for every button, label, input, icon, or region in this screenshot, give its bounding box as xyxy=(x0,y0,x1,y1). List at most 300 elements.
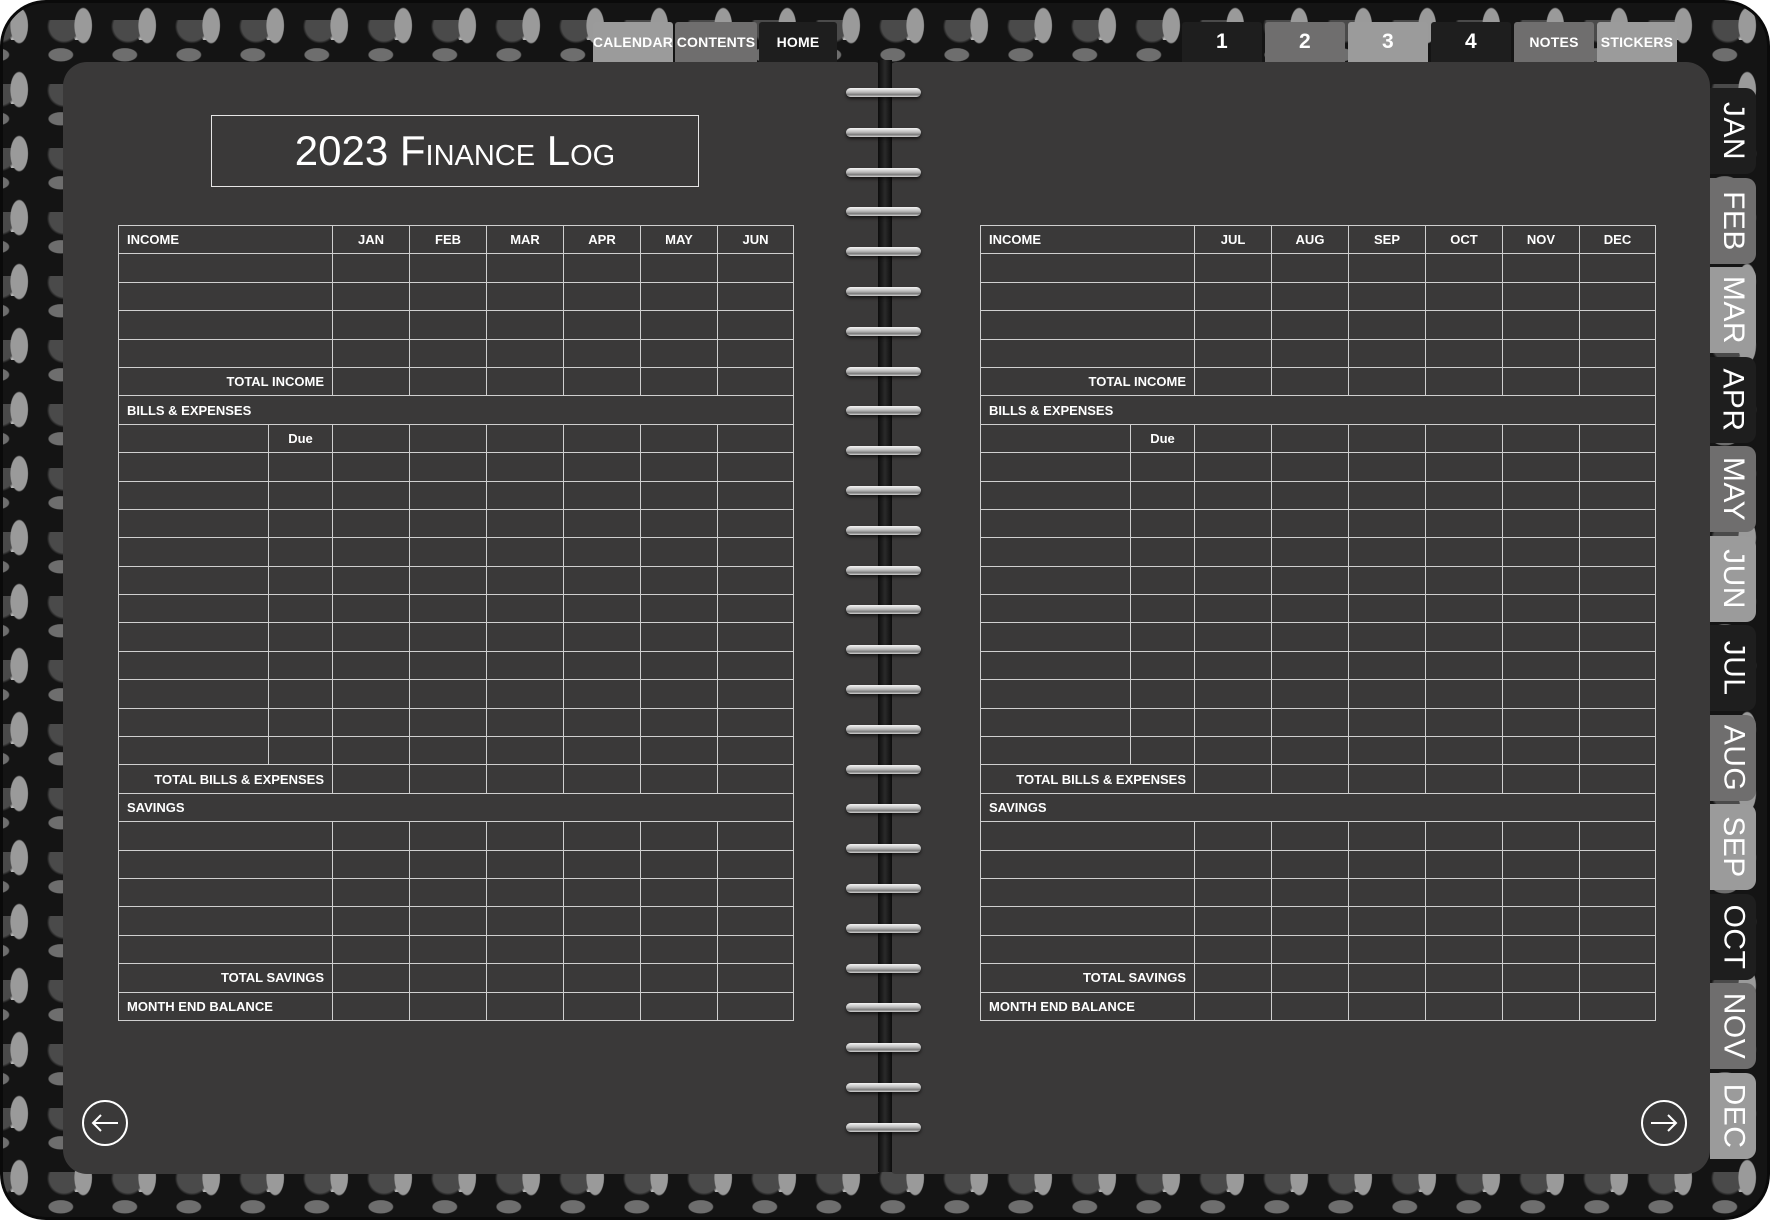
bill-name-cell[interactable] xyxy=(119,566,269,594)
entry-cell[interactable] xyxy=(1503,964,1580,992)
bill-name-cell[interactable] xyxy=(119,737,269,765)
entry-cell[interactable] xyxy=(1580,367,1656,395)
entry-cell[interactable] xyxy=(1195,850,1272,878)
entry-cell[interactable] xyxy=(718,595,794,623)
entry-cell[interactable] xyxy=(718,765,794,793)
entry-cell[interactable] xyxy=(1426,623,1503,651)
tab-notes[interactable]: NOTES xyxy=(1514,22,1594,62)
entry-cell[interactable] xyxy=(641,481,718,509)
bill-due-cell[interactable] xyxy=(1131,708,1195,736)
entry-cell[interactable] xyxy=(718,566,794,594)
entry-cell[interactable] xyxy=(1195,566,1272,594)
entry-cell[interactable] xyxy=(1580,538,1656,566)
savings-name-cell[interactable] xyxy=(119,822,333,850)
entry-cell[interactable] xyxy=(564,680,641,708)
entry-cell[interactable] xyxy=(564,367,641,395)
entry-cell[interactable] xyxy=(1503,992,1580,1020)
bill-name-cell[interactable] xyxy=(981,424,1131,452)
entry-cell[interactable] xyxy=(1426,367,1503,395)
entry-cell[interactable] xyxy=(1349,964,1426,992)
entry-cell[interactable] xyxy=(718,935,794,963)
entry-cell[interactable] xyxy=(333,935,410,963)
entry-cell[interactable] xyxy=(564,509,641,537)
entry-cell[interactable] xyxy=(333,453,410,481)
entry-cell[interactable] xyxy=(1580,453,1656,481)
bill-name-cell[interactable] xyxy=(119,651,269,679)
entry-cell[interactable] xyxy=(1272,538,1349,566)
bill-name-cell[interactable] xyxy=(119,538,269,566)
entry-cell[interactable] xyxy=(333,680,410,708)
entry-cell[interactable] xyxy=(1195,282,1272,310)
entry-cell[interactable] xyxy=(1195,339,1272,367)
entry-cell[interactable] xyxy=(333,651,410,679)
entry-cell[interactable] xyxy=(1195,907,1272,935)
entry-cell[interactable] xyxy=(333,595,410,623)
entry-cell[interactable] xyxy=(1272,907,1349,935)
entry-cell[interactable] xyxy=(718,311,794,339)
entry-cell[interactable] xyxy=(333,367,410,395)
entry-cell[interactable] xyxy=(410,367,487,395)
entry-cell[interactable] xyxy=(1349,992,1426,1020)
entry-cell[interactable] xyxy=(410,822,487,850)
tab-home[interactable]: HOME xyxy=(759,22,837,62)
savings-name-cell[interactable] xyxy=(119,850,333,878)
entry-cell[interactable] xyxy=(410,765,487,793)
entry-cell[interactable] xyxy=(333,822,410,850)
entry-cell[interactable] xyxy=(487,708,564,736)
entry-cell[interactable] xyxy=(641,822,718,850)
entry-cell[interactable] xyxy=(1272,878,1349,906)
bill-name-cell[interactable] xyxy=(981,708,1131,736)
entry-cell[interactable] xyxy=(1503,651,1580,679)
entry-cell[interactable] xyxy=(1580,935,1656,963)
entry-cell[interactable] xyxy=(487,311,564,339)
month-tab-mar[interactable] xyxy=(1710,267,1756,353)
bill-due-cell[interactable] xyxy=(1131,538,1195,566)
tab-section-3[interactable]: 3 xyxy=(1348,22,1428,62)
entry-cell[interactable] xyxy=(487,509,564,537)
bill-due-cell[interactable] xyxy=(269,538,333,566)
bill-name-cell[interactable] xyxy=(981,509,1131,537)
entry-cell[interactable] xyxy=(487,737,564,765)
entry-cell[interactable] xyxy=(641,254,718,282)
entry-cell[interactable] xyxy=(564,765,641,793)
income-source-cell[interactable] xyxy=(119,339,333,367)
entry-cell[interactable] xyxy=(641,765,718,793)
entry-cell[interactable] xyxy=(564,623,641,651)
entry-cell[interactable] xyxy=(487,453,564,481)
entry-cell[interactable] xyxy=(1349,481,1426,509)
entry-cell[interactable] xyxy=(333,282,410,310)
entry-cell[interactable] xyxy=(564,339,641,367)
entry-cell[interactable] xyxy=(333,737,410,765)
entry-cell[interactable] xyxy=(1503,822,1580,850)
entry-cell[interactable] xyxy=(1503,737,1580,765)
entry-cell[interactable] xyxy=(333,964,410,992)
entry-cell[interactable] xyxy=(1580,680,1656,708)
entry-cell[interactable] xyxy=(1426,878,1503,906)
entry-cell[interactable] xyxy=(1195,708,1272,736)
entry-cell[interactable] xyxy=(333,992,410,1020)
entry-cell[interactable] xyxy=(641,935,718,963)
entry-cell[interactable] xyxy=(641,367,718,395)
entry-cell[interactable] xyxy=(1426,964,1503,992)
entry-cell[interactable] xyxy=(641,566,718,594)
entry-cell[interactable] xyxy=(564,822,641,850)
entry-cell[interactable] xyxy=(333,623,410,651)
entry-cell[interactable] xyxy=(1580,481,1656,509)
bill-due-cell[interactable] xyxy=(1131,680,1195,708)
entry-cell[interactable] xyxy=(564,935,641,963)
month-tab-sep[interactable] xyxy=(1710,804,1756,890)
entry-cell[interactable] xyxy=(333,311,410,339)
entry-cell[interactable] xyxy=(1349,509,1426,537)
savings-name-cell[interactable] xyxy=(981,878,1195,906)
entry-cell[interactable] xyxy=(641,680,718,708)
entry-cell[interactable] xyxy=(333,339,410,367)
month-tab-jun[interactable] xyxy=(1710,536,1756,622)
entry-cell[interactable] xyxy=(1272,708,1349,736)
entry-cell[interactable] xyxy=(1349,424,1426,452)
bill-name-cell[interactable] xyxy=(119,481,269,509)
previous-page-button[interactable] xyxy=(82,1100,128,1146)
bill-name-cell[interactable] xyxy=(119,453,269,481)
entry-cell[interactable] xyxy=(1195,424,1272,452)
entry-cell[interactable] xyxy=(641,339,718,367)
entry-cell[interactable] xyxy=(641,538,718,566)
savings-name-cell[interactable] xyxy=(119,935,333,963)
entry-cell[interactable] xyxy=(1426,453,1503,481)
entry-cell[interactable] xyxy=(641,878,718,906)
income-source-cell[interactable] xyxy=(981,282,1195,310)
entry-cell[interactable] xyxy=(333,424,410,452)
entry-cell[interactable] xyxy=(1503,595,1580,623)
entry-cell[interactable] xyxy=(641,992,718,1020)
entry-cell[interactable] xyxy=(718,907,794,935)
entry-cell[interactable] xyxy=(410,538,487,566)
entry-cell[interactable] xyxy=(333,509,410,537)
entry-cell[interactable] xyxy=(1349,935,1426,963)
entry-cell[interactable] xyxy=(1503,282,1580,310)
savings-name-cell[interactable] xyxy=(981,822,1195,850)
entry-cell[interactable] xyxy=(487,907,564,935)
entry-cell[interactable] xyxy=(487,935,564,963)
entry-cell[interactable] xyxy=(1580,311,1656,339)
tab-contents[interactable]: CONTENTS xyxy=(675,22,757,62)
entry-cell[interactable] xyxy=(487,481,564,509)
entry-cell[interactable] xyxy=(1349,595,1426,623)
month-tab-aug[interactable] xyxy=(1710,715,1756,801)
entry-cell[interactable] xyxy=(487,282,564,310)
bill-due-cell[interactable] xyxy=(1131,623,1195,651)
income-source-cell[interactable] xyxy=(119,311,333,339)
entry-cell[interactable] xyxy=(487,964,564,992)
entry-cell[interactable] xyxy=(410,453,487,481)
entry-cell[interactable] xyxy=(1195,822,1272,850)
entry-cell[interactable] xyxy=(487,765,564,793)
entry-cell[interactable] xyxy=(718,822,794,850)
entry-cell[interactable] xyxy=(1195,453,1272,481)
bill-name-cell[interactable] xyxy=(981,595,1131,623)
entry-cell[interactable] xyxy=(1272,964,1349,992)
entry-cell[interactable] xyxy=(1195,878,1272,906)
income-source-cell[interactable] xyxy=(981,339,1195,367)
entry-cell[interactable] xyxy=(1503,538,1580,566)
bill-due-cell[interactable] xyxy=(269,509,333,537)
bill-due-cell[interactable] xyxy=(1131,595,1195,623)
entry-cell[interactable] xyxy=(1272,254,1349,282)
next-page-button[interactable] xyxy=(1641,1100,1687,1146)
entry-cell[interactable] xyxy=(1503,254,1580,282)
entry-cell[interactable] xyxy=(564,907,641,935)
entry-cell[interactable] xyxy=(1503,367,1580,395)
entry-cell[interactable] xyxy=(1272,850,1349,878)
entry-cell[interactable] xyxy=(1426,992,1503,1020)
entry-cell[interactable] xyxy=(1195,765,1272,793)
bill-name-cell[interactable] xyxy=(981,737,1131,765)
entry-cell[interactable] xyxy=(1195,481,1272,509)
bill-name-cell[interactable] xyxy=(119,680,269,708)
entry-cell[interactable] xyxy=(1580,566,1656,594)
bill-due-cell[interactable] xyxy=(1131,453,1195,481)
entry-cell[interactable] xyxy=(1272,595,1349,623)
entry-cell[interactable] xyxy=(1503,708,1580,736)
entry-cell[interactable] xyxy=(564,878,641,906)
bill-due-cell[interactable] xyxy=(1131,509,1195,537)
entry-cell[interactable] xyxy=(410,737,487,765)
entry-cell[interactable] xyxy=(1195,680,1272,708)
tab-stickers[interactable]: STICKERS xyxy=(1597,22,1677,62)
entry-cell[interactable] xyxy=(564,566,641,594)
entry-cell[interactable] xyxy=(1426,538,1503,566)
entry-cell[interactable] xyxy=(1503,878,1580,906)
entry-cell[interactable] xyxy=(718,509,794,537)
entry-cell[interactable] xyxy=(333,708,410,736)
entry-cell[interactable] xyxy=(410,964,487,992)
savings-name-cell[interactable] xyxy=(119,907,333,935)
entry-cell[interactable] xyxy=(1580,339,1656,367)
savings-name-cell[interactable] xyxy=(981,850,1195,878)
entry-cell[interactable] xyxy=(1503,680,1580,708)
entry-cell[interactable] xyxy=(333,907,410,935)
entry-cell[interactable] xyxy=(641,595,718,623)
entry-cell[interactable] xyxy=(1195,737,1272,765)
entry-cell[interactable] xyxy=(641,907,718,935)
entry-cell[interactable] xyxy=(641,282,718,310)
entry-cell[interactable] xyxy=(1580,623,1656,651)
entry-cell[interactable] xyxy=(333,850,410,878)
entry-cell[interactable] xyxy=(1349,878,1426,906)
entry-cell[interactable] xyxy=(487,424,564,452)
entry-cell[interactable] xyxy=(1272,992,1349,1020)
bill-due-cell[interactable] xyxy=(1131,651,1195,679)
entry-cell[interactable] xyxy=(1580,595,1656,623)
entry-cell[interactable] xyxy=(1580,651,1656,679)
entry-cell[interactable] xyxy=(718,992,794,1020)
entry-cell[interactable] xyxy=(564,538,641,566)
entry-cell[interactable] xyxy=(641,453,718,481)
bill-due-cell[interactable] xyxy=(269,595,333,623)
entry-cell[interactable] xyxy=(564,964,641,992)
entry-cell[interactable] xyxy=(1349,737,1426,765)
entry-cell[interactable] xyxy=(410,992,487,1020)
entry-cell[interactable] xyxy=(410,311,487,339)
entry-cell[interactable] xyxy=(718,481,794,509)
income-source-cell[interactable] xyxy=(119,254,333,282)
bill-name-cell[interactable] xyxy=(119,595,269,623)
entry-cell[interactable] xyxy=(718,878,794,906)
entry-cell[interactable] xyxy=(718,424,794,452)
bill-due-cell[interactable] xyxy=(269,708,333,736)
entry-cell[interactable] xyxy=(1195,935,1272,963)
entry-cell[interactable] xyxy=(1349,566,1426,594)
entry-cell[interactable] xyxy=(410,651,487,679)
entry-cell[interactable] xyxy=(1426,822,1503,850)
entry-cell[interactable] xyxy=(641,708,718,736)
tab-section-4[interactable]: 4 xyxy=(1431,22,1511,62)
entry-cell[interactable] xyxy=(1272,453,1349,481)
bill-due-cell[interactable] xyxy=(269,651,333,679)
entry-cell[interactable] xyxy=(1426,765,1503,793)
entry-cell[interactable] xyxy=(410,509,487,537)
tab-section-1[interactable]: 1 xyxy=(1182,22,1262,62)
entry-cell[interactable] xyxy=(718,254,794,282)
entry-cell[interactable] xyxy=(1272,424,1349,452)
entry-cell[interactable] xyxy=(487,367,564,395)
entry-cell[interactable] xyxy=(487,566,564,594)
bill-due-cell[interactable] xyxy=(269,566,333,594)
entry-cell[interactable] xyxy=(1580,992,1656,1020)
entry-cell[interactable] xyxy=(564,595,641,623)
entry-cell[interactable] xyxy=(1426,595,1503,623)
savings-name-cell[interactable] xyxy=(981,935,1195,963)
bill-due-cell[interactable] xyxy=(269,481,333,509)
entry-cell[interactable] xyxy=(1195,964,1272,992)
entry-cell[interactable] xyxy=(1349,453,1426,481)
income-source-cell[interactable] xyxy=(981,254,1195,282)
month-tab-may[interactable] xyxy=(1710,446,1756,532)
bill-name-cell[interactable] xyxy=(981,538,1131,566)
bill-due-cell[interactable] xyxy=(269,453,333,481)
entry-cell[interactable] xyxy=(564,850,641,878)
entry-cell[interactable] xyxy=(564,424,641,452)
bill-name-cell[interactable] xyxy=(981,453,1131,481)
entry-cell[interactable] xyxy=(1195,509,1272,537)
entry-cell[interactable] xyxy=(641,651,718,679)
entry-cell[interactable] xyxy=(410,907,487,935)
entry-cell[interactable] xyxy=(1580,282,1656,310)
entry-cell[interactable] xyxy=(1272,367,1349,395)
entry-cell[interactable] xyxy=(718,737,794,765)
entry-cell[interactable] xyxy=(1503,424,1580,452)
tab-calendar[interactable]: CALENDAR xyxy=(593,22,673,62)
entry-cell[interactable] xyxy=(1426,566,1503,594)
bill-name-cell[interactable] xyxy=(981,651,1131,679)
entry-cell[interactable] xyxy=(1503,453,1580,481)
entry-cell[interactable] xyxy=(1503,850,1580,878)
bill-name-cell[interactable] xyxy=(981,680,1131,708)
entry-cell[interactable] xyxy=(1272,822,1349,850)
entry-cell[interactable] xyxy=(1426,907,1503,935)
month-tab-apr[interactable] xyxy=(1710,357,1756,443)
entry-cell[interactable] xyxy=(410,878,487,906)
entry-cell[interactable] xyxy=(410,935,487,963)
entry-cell[interactable] xyxy=(1349,850,1426,878)
entry-cell[interactable] xyxy=(1272,765,1349,793)
entry-cell[interactable] xyxy=(410,566,487,594)
entry-cell[interactable] xyxy=(718,850,794,878)
bill-due-cell[interactable] xyxy=(1131,566,1195,594)
entry-cell[interactable] xyxy=(487,651,564,679)
entry-cell[interactable] xyxy=(410,850,487,878)
entry-cell[interactable] xyxy=(1580,964,1656,992)
entry-cell[interactable] xyxy=(1503,481,1580,509)
bill-name-cell[interactable] xyxy=(981,481,1131,509)
entry-cell[interactable] xyxy=(487,623,564,651)
entry-cell[interactable] xyxy=(1426,282,1503,310)
bill-name-cell[interactable] xyxy=(981,566,1131,594)
entry-cell[interactable] xyxy=(410,481,487,509)
entry-cell[interactable] xyxy=(1349,822,1426,850)
bill-due-cell[interactable] xyxy=(269,737,333,765)
income-source-cell[interactable] xyxy=(981,311,1195,339)
entry-cell[interactable] xyxy=(1503,509,1580,537)
entry-cell[interactable] xyxy=(487,878,564,906)
month-tab-jul[interactable] xyxy=(1710,625,1756,711)
entry-cell[interactable] xyxy=(1426,509,1503,537)
entry-cell[interactable] xyxy=(487,538,564,566)
tab-section-2[interactable]: 2 xyxy=(1265,22,1345,62)
entry-cell[interactable] xyxy=(1349,282,1426,310)
entry-cell[interactable] xyxy=(1426,708,1503,736)
entry-cell[interactable] xyxy=(1426,737,1503,765)
entry-cell[interactable] xyxy=(1272,623,1349,651)
entry-cell[interactable] xyxy=(1426,339,1503,367)
bill-due-cell[interactable] xyxy=(269,680,333,708)
entry-cell[interactable] xyxy=(1503,311,1580,339)
month-tab-dec[interactable] xyxy=(1710,1073,1756,1159)
entry-cell[interactable] xyxy=(487,254,564,282)
entry-cell[interactable] xyxy=(333,566,410,594)
entry-cell[interactable] xyxy=(718,680,794,708)
entry-cell[interactable] xyxy=(1426,481,1503,509)
entry-cell[interactable] xyxy=(718,538,794,566)
entry-cell[interactable] xyxy=(641,964,718,992)
entry-cell[interactable] xyxy=(718,453,794,481)
entry-cell[interactable] xyxy=(1580,254,1656,282)
entry-cell[interactable] xyxy=(1349,907,1426,935)
entry-cell[interactable] xyxy=(1580,509,1656,537)
entry-cell[interactable] xyxy=(1426,850,1503,878)
entry-cell[interactable] xyxy=(1195,538,1272,566)
entry-cell[interactable] xyxy=(410,708,487,736)
entry-cell[interactable] xyxy=(718,708,794,736)
entry-cell[interactable] xyxy=(564,708,641,736)
entry-cell[interactable] xyxy=(641,424,718,452)
entry-cell[interactable] xyxy=(641,623,718,651)
entry-cell[interactable] xyxy=(1580,424,1656,452)
month-tab-jan[interactable] xyxy=(1710,88,1756,174)
entry-cell[interactable] xyxy=(1195,595,1272,623)
income-source-cell[interactable] xyxy=(119,282,333,310)
entry-cell[interactable] xyxy=(410,424,487,452)
entry-cell[interactable] xyxy=(641,509,718,537)
entry-cell[interactable] xyxy=(1426,311,1503,339)
entry-cell[interactable] xyxy=(1272,509,1349,537)
entry-cell[interactable] xyxy=(1349,339,1426,367)
entry-cell[interactable] xyxy=(487,339,564,367)
entry-cell[interactable] xyxy=(1349,680,1426,708)
